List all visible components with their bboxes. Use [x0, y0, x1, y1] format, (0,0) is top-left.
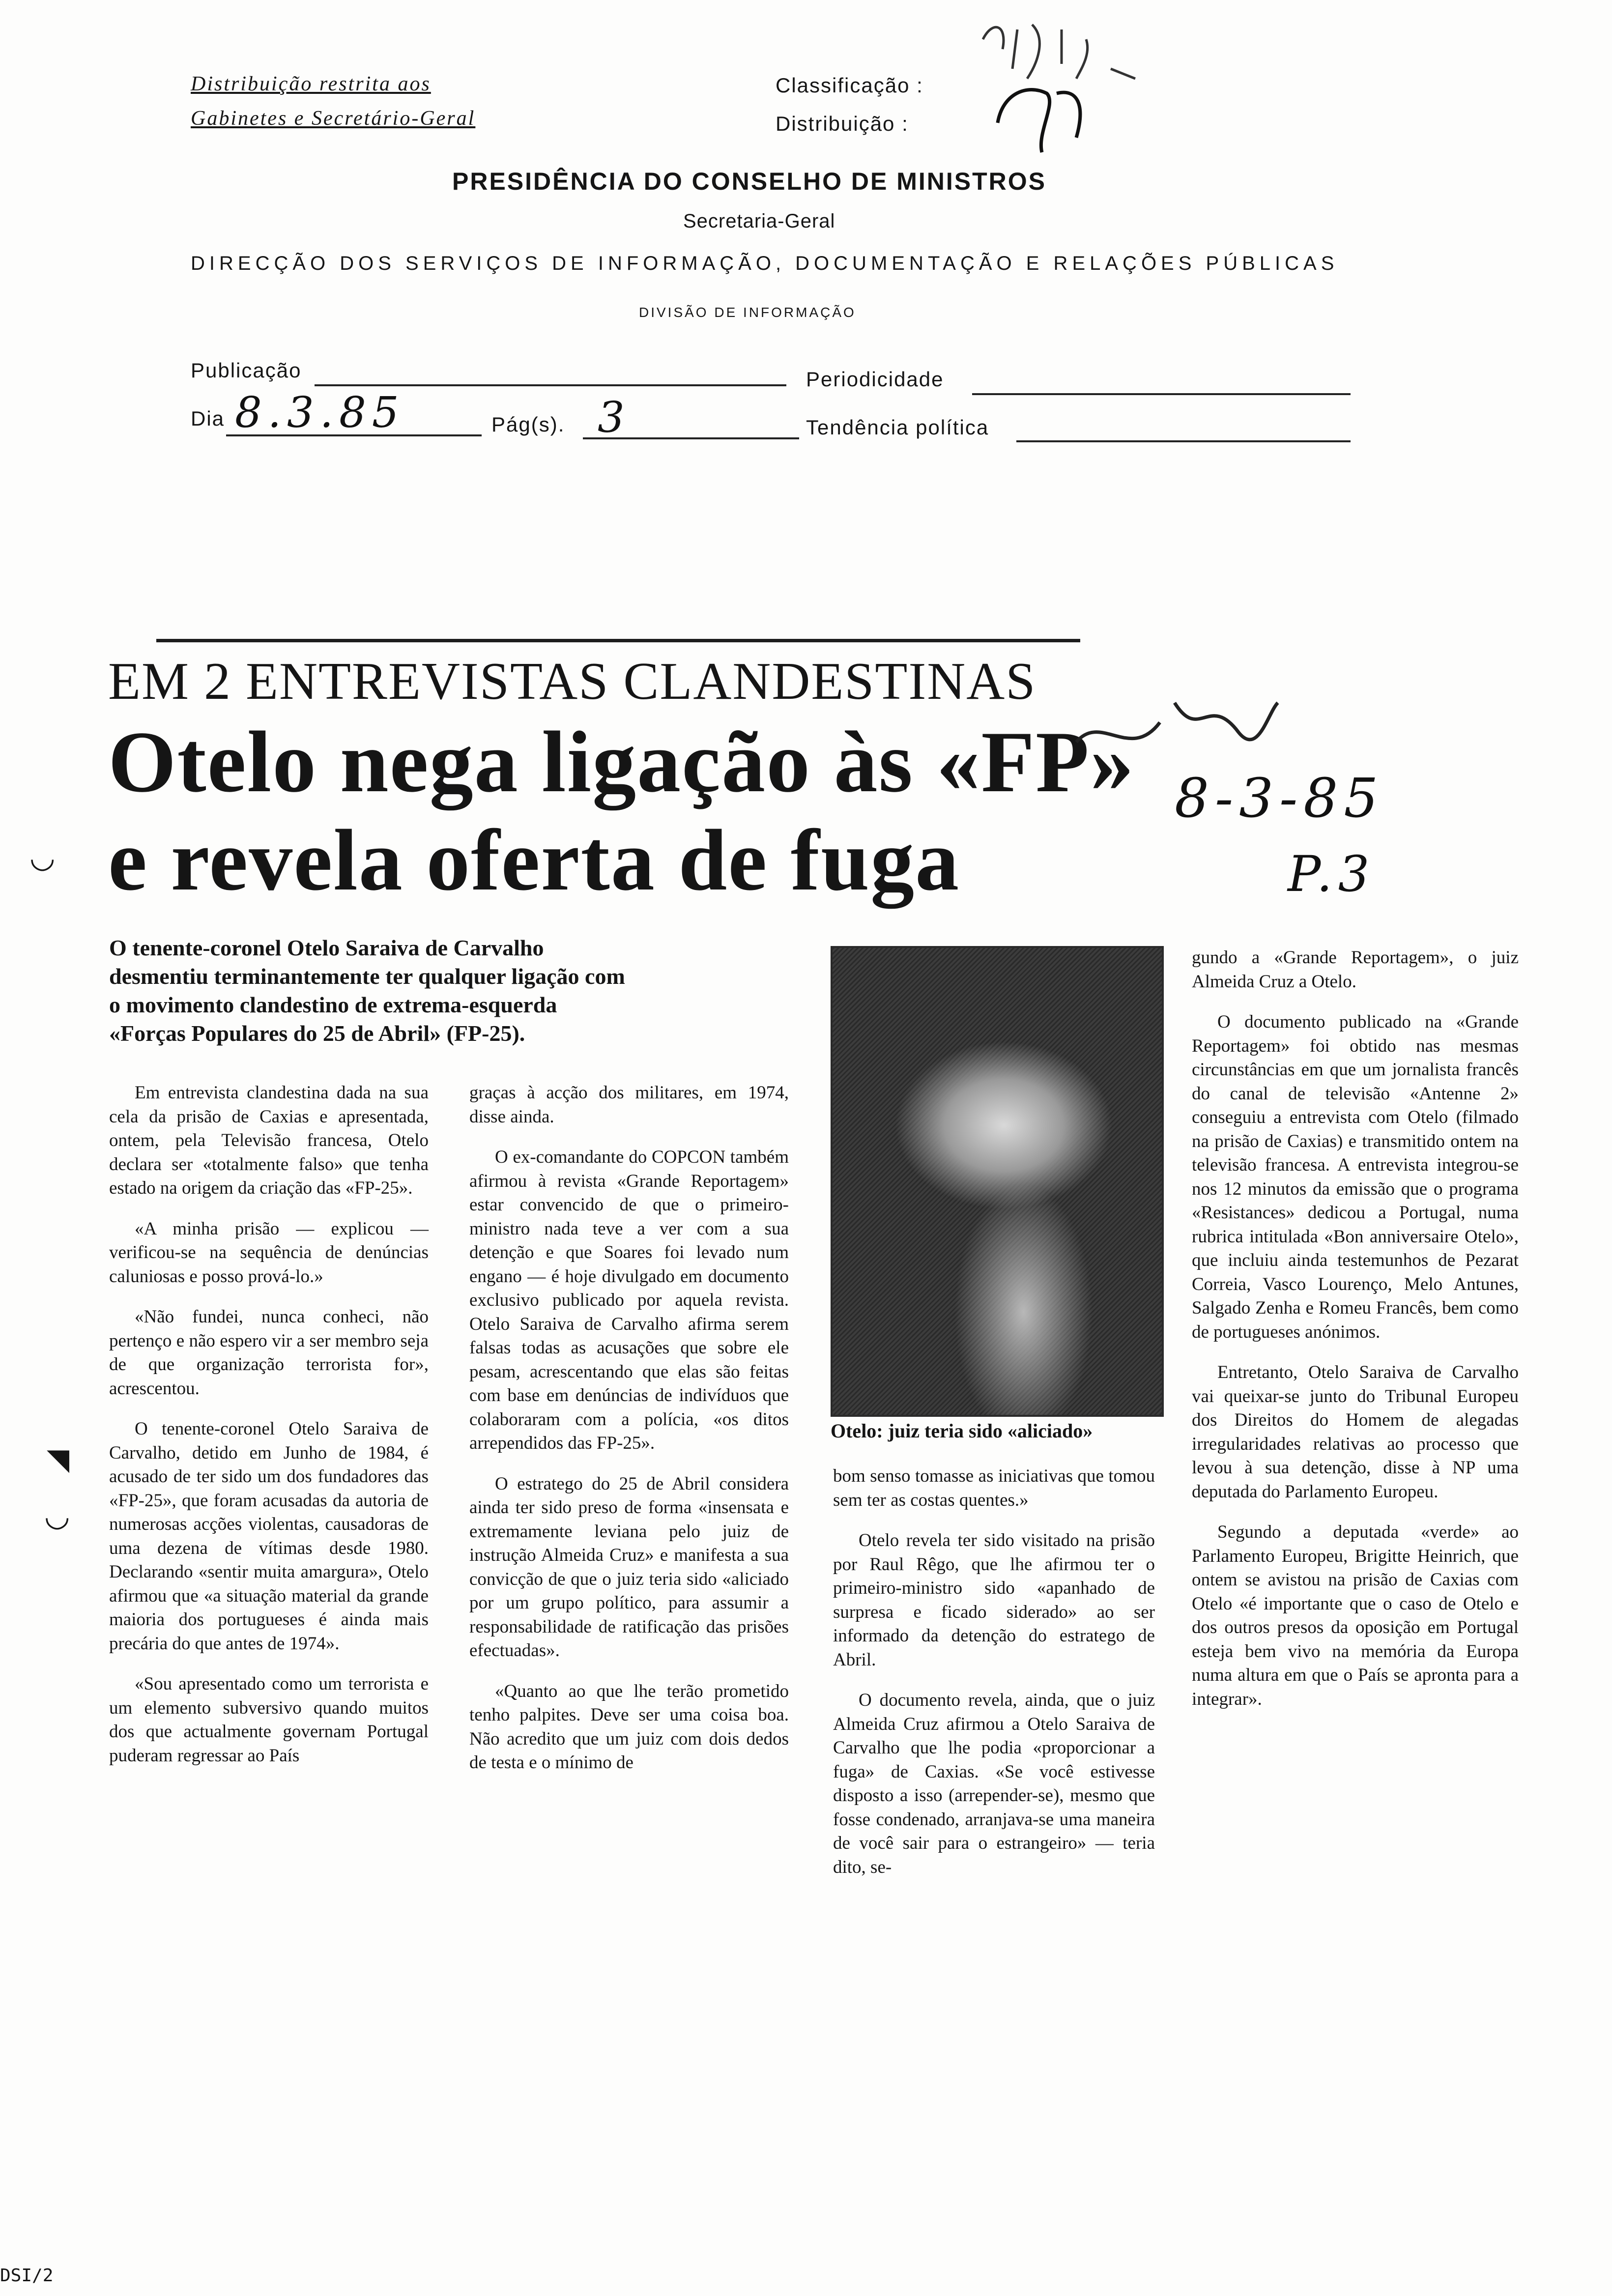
article-headline-line-2: e revela oferta de fuga — [108, 811, 960, 909]
top-rule — [156, 639, 1080, 642]
col4-paragraph: Segundo a deputada «verde» ao Parlamento Europeu, Brigitte Heinrich, que ontem se avistou na prisão de Caxias com Otelo «é importante que o caso de Otelo e dos outros presos da oposição em Portugal esteja bem vivo na memória da Europa numa altura em que o País se apronta para a integrar». — [1192, 1522, 1519, 1709]
article-headline-line-1: Otelo nega ligação às «FP» — [108, 713, 1135, 810]
col1-paragraph: «Não fundei, nunca conheci, não pertenço e não espero vir a ser membro seja de que organização terrorista for», acrescentou. — [109, 1307, 429, 1399]
pagina-value: 3 — [598, 393, 631, 442]
article-kicker: EM 2 ENTREVISTAS CLANDESTINAS — [108, 652, 1036, 711]
dia-line — [226, 434, 482, 436]
col2-paragraph: O ex-comandante do COPCON também afirmou à revista «Grande Reportagem» estar convencido de que o primeiro-ministro nada teve a ver com a sua detenção e que Soares foi levado num engano — é hoje divulgado em documento exclusivo publicado por aquela revista. Otelo Saraiva de Carvalho afirma serem falsas todas as acusações que sobre ele pesam, acrescentando que elas são feitas com base em denúncias de indivíduos que colaboraram com a polícia, «os ditos arrependidos das FP-25». — [469, 1147, 789, 1453]
issuer-subtitle: Secretaria-Geral — [683, 210, 835, 232]
photo-caption: Otelo: juiz teria sido «aliciado» — [831, 1420, 1093, 1442]
col4-paragraph: O documento publicado na «Grande Reportagem» foi obtido nas mesmas circunstâncias em que um jornalista francês do canal de televisão «Antenne 2» conseguiu a entrevista com Otelo (filmado na prisão de Caxias) e transmitido ontem na televisão francesa. A entrevista integrou-se nos 12 minutos da emissão que o programa «Resistances» dedicou a Portugal, numa rubrica intitulada «Bon anniversaire Otelo», que incluiu ainda testemunhos de Pezarat Correia, Vasco Lourenço, Melo Antunes, Salgado Zenha e Romeu Francês, bem como de portugueses anónimos. — [1192, 1012, 1519, 1342]
article-column-3 — [833, 1464, 1155, 1896]
dia-value: 8.3.85 — [235, 388, 405, 437]
corner-code: DSI/2 — [0, 2266, 54, 2286]
tendencia-label: Tendência política — [806, 416, 989, 439]
tendencia-line — [1016, 440, 1351, 442]
handwritten-date-note: 8-3-85 — [1175, 767, 1384, 830]
classificacao-label: Classificação : — [776, 74, 923, 97]
otelo-photo — [831, 946, 1164, 1417]
col1-paragraph: «A minha prisão — explicou — verificou-se na sequência de denúncias caluniosas e posso prová-lo.» — [109, 1218, 429, 1287]
handwritten-initials — [963, 10, 1150, 157]
restriction-line-1: Distribuição restrita aos — [191, 73, 431, 95]
col2-paragraph: «Quanto ao que lhe terão prometido tenho palpites. Deve ser uma coisa boa. Não acredito que um juiz com dois dedos de testa e o mínimo de — [469, 1681, 789, 1773]
article-column-2 — [469, 1081, 789, 1792]
col1-paragraph: Em entrevista clandestina dada na sua cela da prisão de Caxias e apresentada, ontem, pela Televisão francesa, Otelo declara ser «totalmente falso» que tenha estado na origem da criação das «FP-25». — [109, 1083, 429, 1198]
dia-label: Dia — [191, 407, 225, 430]
distribuicao-label: Distribuição : — [776, 112, 909, 135]
margin-mark-upper: ◡ — [29, 841, 56, 874]
col3-paragraph: bom senso tomasse as iniciativas que tomou sem ter as costas quentes.» — [833, 1466, 1155, 1510]
col1-paragraph: O tenente-coronel Otelo Saraiva de Carvalho, detido em Junho de 1984, é acusado de ter sido um dos fundadores das «FP-25», que foram acusadas da autoria de numerosas acções violentas, causadoras de uma dezena de vítimas desde 1980. Declarando «sentir muita amargura», Otelo afirmou que «a situação material da grande maioria dos portugueses é ainda mais precária do que antes de 1974». — [109, 1419, 429, 1654]
periodicidade-label: Periodicidade — [806, 368, 944, 391]
handwritten-page-note: P.3 — [1288, 845, 1376, 903]
handwritten-scribble — [1062, 683, 1288, 781]
lead-line-2: desmentiu terminantemente ter qualquer ligação com — [109, 964, 625, 989]
col3-paragraph: Otelo revela ter sido visitado na prisão por Raul Rêgo, que lhe afirmou ter o primeiro-ministro sido «apanhado de surpresa e ficado siderado» ao ser informado da detenção do estratego de Abril. — [833, 1530, 1155, 1670]
issuer-divisao: DIVISÃO DE INFORMAÇÃO — [639, 305, 856, 320]
margin-arrow-mark: ◥ — [47, 1443, 70, 1476]
col3-paragraph: O documento revela, ainda, que o juiz Almeida Cruz afirmou a Otelo Saraiva de Carvalho que lhe podia «proporcionar a fuga» de Caxias. «Se você estivesse disposto a isso (arrepender-se), mesmo que fosse condenado, arranjava-se uma maneira de você sair para o estrangeiro» — teria dito, se- — [833, 1690, 1155, 1877]
lead-line-3: o movimento clandestino de extrema-esquerda — [109, 992, 557, 1017]
col4-paragraph: gundo a «Grande Reportagem», o juiz Almeida Cruz a Otelo. — [1192, 947, 1519, 992]
article-column-4 — [1192, 946, 1519, 1728]
issuer-direccao: DIRECÇÃO DOS SERVIÇOS DE INFORMAÇÃO, DOCUMENTAÇÃO E RELAÇÕES PÚBLICAS — [191, 253, 1339, 274]
restriction-line-2: Gabinetes e Secretário-Geral — [191, 107, 476, 130]
col4-paragraph: Entretanto, Otelo Saraiva de Carvalho vai queixar-se junto do Tribunal Europeu dos Direitos do Homem de alegadas irregularidades relativas ao processo que levou à sua detenção, disse à NP uma deputada do Parlamento Europeu. — [1192, 1362, 1519, 1502]
article-column-1 — [109, 1081, 429, 1784]
publicacao-label: Publicação — [191, 359, 302, 382]
restriction-note — [191, 67, 475, 136]
margin-mark-lower: ◡ — [44, 1500, 70, 1532]
publicacao-line — [315, 384, 786, 386]
col2-paragraph: O estratego do 25 de Abril considera ainda ter sido preso de forma «insensata e extremamente leviana pelo juiz de instrução Almeida Cruz» e manifesta a sua convicção de que o juiz teria sido «aliciado por um grupo político, para assumir a responsabilidade de ratificação das prisões efectuadas». — [469, 1473, 789, 1661]
lead-line-1: O tenente-coronel Otelo Saraiva de Carvalho — [109, 935, 544, 960]
pagina-line — [583, 437, 799, 439]
col1-paragraph: «Sou apresentado como um terrorista e um elemento subversivo quando muitos dos que actualmente governam Portugal puderam regressar ao País — [109, 1674, 429, 1766]
article-lead — [109, 934, 807, 1048]
pagina-label: Pág(s). — [491, 413, 565, 436]
issuer-title: PRESIDÊNCIA DO CONSELHO DE MINISTROS — [452, 168, 1047, 195]
col2-paragraph: graças à acção dos militares, em 1974, disse ainda. — [469, 1083, 789, 1127]
periodicidade-line — [972, 393, 1351, 395]
lead-line-4: «Forças Populares do 25 de Abril» (FP-25). — [109, 1021, 525, 1046]
